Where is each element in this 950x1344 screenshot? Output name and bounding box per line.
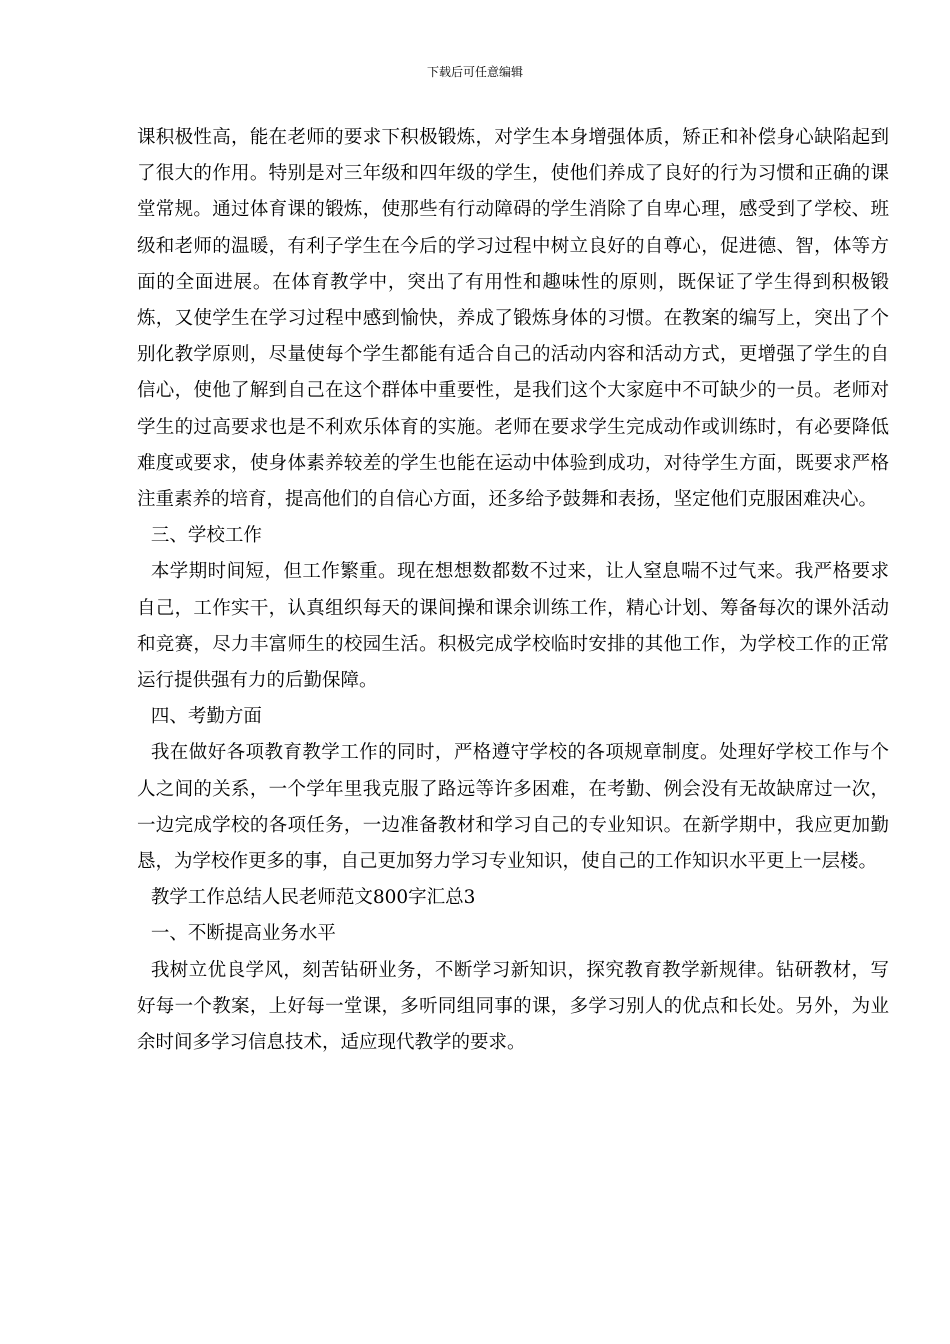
document-body: [137, 120, 889, 1061]
section-heading-attendance: 四、考勤方面: [150, 706, 262, 728]
paragraph-pe-teaching-summary: 课积极性高，能在老师的要求下积极锻炼，对学生本身增强体质，矫正和补偿身心缺陷起到了很大的作用。特别是对三年级和四年级的学生，使他们养成了良好的行为习惯和正确的课堂常规。通过体育课的锻炼，使那些有行动障碍的学生消除了自卑心理，感受到了学校、班级和老师的温暖，有利子学生在今后的学习过程中树立良好的自尊心，促进德、智，体等方面的全面进展。在体育教学中，突出了有用性和趣味性的原则，既保证了学生得到积极锻炼，又使学生在学习过程中感到愉快，养成了锻炼身体的习惯。在教案的编写上，突出了个别化教学原则，尽量使每个学生都能有适合自己的活动内容和活动方式，更增强了学生的自信心，使他了解到自己在这个群体中重要性，是我们这个大家庭中不可缺少的一员。老师对学生的过高要求也是不利欢乐体育的实施。老师在要求学生完成动作或训练时，有必要降低难度或要求，使身体素养较差的学生也能在运动中体验到成功，对待学生方面，既要求严格注重素养的培育，提高他们的自信心方面，还多给予鼓舞和表扬，坚定他们克服困难决心。: [137, 127, 889, 511]
paragraph-school-work: 本学期时间短，但工作繁重。现在想想数都数不过来，让人窒息喘不过气来。我严格要求自己，工作实干，认真组织每天的课间操和课余训练工作，精心计划、筹备每次的课外活动和竞赛，尽力丰富师生的校园生活。积极完成学校临时安排的其他工作，为学校工作的正常运行提供强有力的后勤保障。: [137, 561, 889, 692]
paragraph-improve-skills: 我树立优良学风，刻苦钻研业务，不断学习新知识，探究教育教学新规律。钻研教材，写好每一个教案，上好每一堂课，多听同组同事的课，多学习别人的优点和长处。另外，为业余时间多学习信息技术，适应现代教学的要求。: [137, 959, 889, 1054]
paragraph-attendance: 我在做好各项教育教学工作的同时，严格遵守学校的各项规章制度。处理好学校工作与个人之间的关系，一个学年里我克服了路远等许多困难，在考勤、例会没有无故缺席过一次，一边完成学校的各项任务，一边准备教材和学习自己的专业知识。在新学期中，我应更加勤恳，为学校作更多的事，自己更加努力学习专业知识，使自己的工作知识水平更上一层楼。: [137, 742, 889, 873]
page-header: 下载后可任意编辑: [426, 65, 523, 79]
article-title: 教学工作总结人民老师范文800字汇总3: [150, 887, 476, 909]
section-heading-school-work: 三、学校工作: [150, 525, 262, 547]
section-heading-improve-skills: 一、不断提高业务水平: [150, 923, 336, 945]
